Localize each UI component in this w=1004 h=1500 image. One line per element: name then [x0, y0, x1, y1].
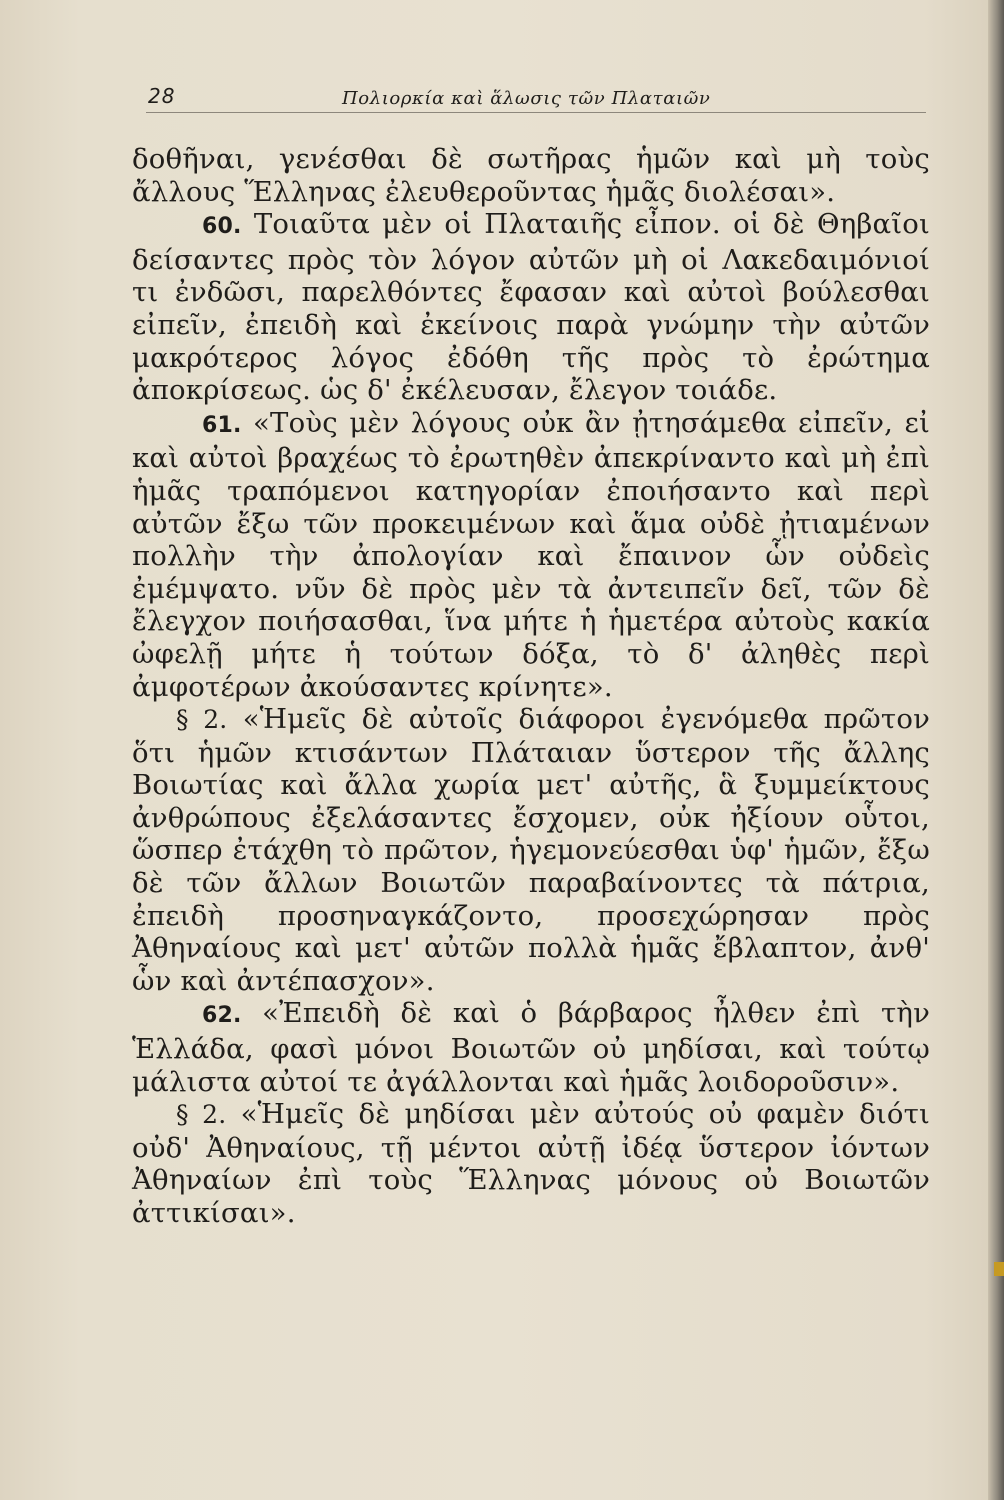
paragraph-text: «Ἡμεῖς δὲ μηδίσαι μὲν αὐτούς οὐ φαμὲν διότι οὐδ' Ἀθηναίους, τῇ μέντοι αὐτῇ ἰδέᾳ ὕστερον ἰόντων Ἀθηναίων ἐπὶ τοὺς Ἕλληνας μόνους οὐ Βοιωτῶν ἀττικίσαι». [132, 1098, 930, 1229]
paragraph-text: «Ἡμεῖς δὲ αὐτοῖς διάφοροι ἐγενόμεθα πρῶτον ὅτι ἡμῶν κτισάντων Πλάταιαν ὕστερον τῆς ἄλλης Βοιωτίας καὶ ἄλλα χωρία μετ' αὐτῆς, ἃ ξυμμείκτους ἀνθρώπους ἐξελάσαντες ἔσχομεν, οὐκ ἠξίουν οὗτοι, ὥσπερ ἐτάχθη τὸ πρῶτον, ἡγεμονεύεσθαι ὑφ' ἡμῶν, ἔξω δὲ τῶν ἄλλων Βοιωτῶν παραβαίνοντες τὰ πάτρια, ἐπειδὴ προσηναγκάζοντο, προσεχώρησαν πρὸς Ἀθηναίους καὶ μετ' αὐτῶν πολλὰ ἡμᾶς ἔβλαπτον, ἀνθ' ὧν καὶ ἀντέπασχον». [132, 703, 930, 997]
paragraph-text: «Ἐπειδὴ δὲ καὶ ὁ βάρβαρος ἦλθεν ἐπὶ τὴν Ἑλλάδα, φασὶ μόνοι Βοιωτῶν οὐ μηδίσαι, καὶ τούτῳ μάλιστα αὐτοί τε ἀγάλλονται καὶ ἡμᾶς λοιδοροῦσιν». [132, 997, 930, 1098]
paragraph-62-section-2 [132, 1098, 930, 1229]
paragraph-61 [132, 407, 930, 703]
page-header [146, 82, 926, 122]
section-number: § 2. [176, 705, 228, 735]
bookmark-tab [994, 1262, 1004, 1276]
chapter-number: 61. [202, 412, 242, 438]
header-rule [146, 112, 926, 113]
chapter-number: 60. [202, 214, 242, 240]
section-number: § 2. [176, 1100, 227, 1130]
body-text [132, 143, 930, 1230]
paragraph-continuation [132, 143, 930, 208]
page-number: 28 [148, 84, 176, 108]
chapter-number: 62. [202, 1003, 242, 1029]
paragraph-61-section-2 [132, 703, 930, 997]
paragraph-60 [132, 208, 930, 407]
running-title: Πολιορκία καὶ ἅλωσις τῶν Πλαταιῶν [342, 88, 711, 109]
paragraph-text: δοθῆναι, γενέσθαι δὲ σωτῆρας ἡμῶν καὶ μὴ τοὺς ἄλλους Ἕλληνας ἐλευθεροῦντας ἡμᾶς διολέσαι». [132, 143, 930, 208]
paragraph-62 [132, 997, 930, 1098]
paragraph-text: «Τοὺς μὲν λόγους οὐκ ἂν ᾐτησάμεθα εἰπεῖν, εἰ καὶ αὐτοὶ βραχέως τὸ ἐρωτηθὲν ἀπεκρίναντο καὶ μὴ ἐπὶ ἡμᾶς τραπόμενοι κατηγορίαν ἐποιήσαντο καὶ περὶ αὐτῶν ἔξω τῶν προκειμένων καὶ ἅμα οὐδὲ ᾐτιαμένων πολλὴν τὴν ἀπολογίαν καὶ ἔπαινον ὧν οὐδεὶς ἐμέμψατο. νῦν δὲ πρὸς μὲν τὰ ἀντειπεῖν δεῖ, τῶν δὲ ἔλεγχον ποιήσασθαι, ἵνα μήτε ἡ ἡμετέρα αὐτοὺς κακία ὠφελῇ μήτε ἡ τούτων δόξα, τὸ δ' ἀληθὲς περὶ ἀμφοτέρων ἀκούσαντες κρίνητε». [132, 406, 930, 703]
paragraph-text: Τοιαῦτα μὲν οἱ Πλαταιῆς εἶπον. οἱ δὲ Θηβαῖοι δείσαντες πρὸς τὸν λόγον αὐτῶν μὴ οἱ Λακεδαιμόνιοί τι ἐνδῶσι, παρελθόντες ἔφασαν καὶ αὐτοὶ βούλεσθαι εἰπεῖν, ἐπειδὴ καὶ ἐκείνοις παρὰ γνώμην τὴν αὐτῶν μακρότερος λόγος ἐδόθη τῆς πρὸς τὸ ἐρώτημα ἀποκρίσεως. ὡς δ' ἐκέλευσαν, ἔλεγον τοιάδε. [132, 208, 930, 407]
